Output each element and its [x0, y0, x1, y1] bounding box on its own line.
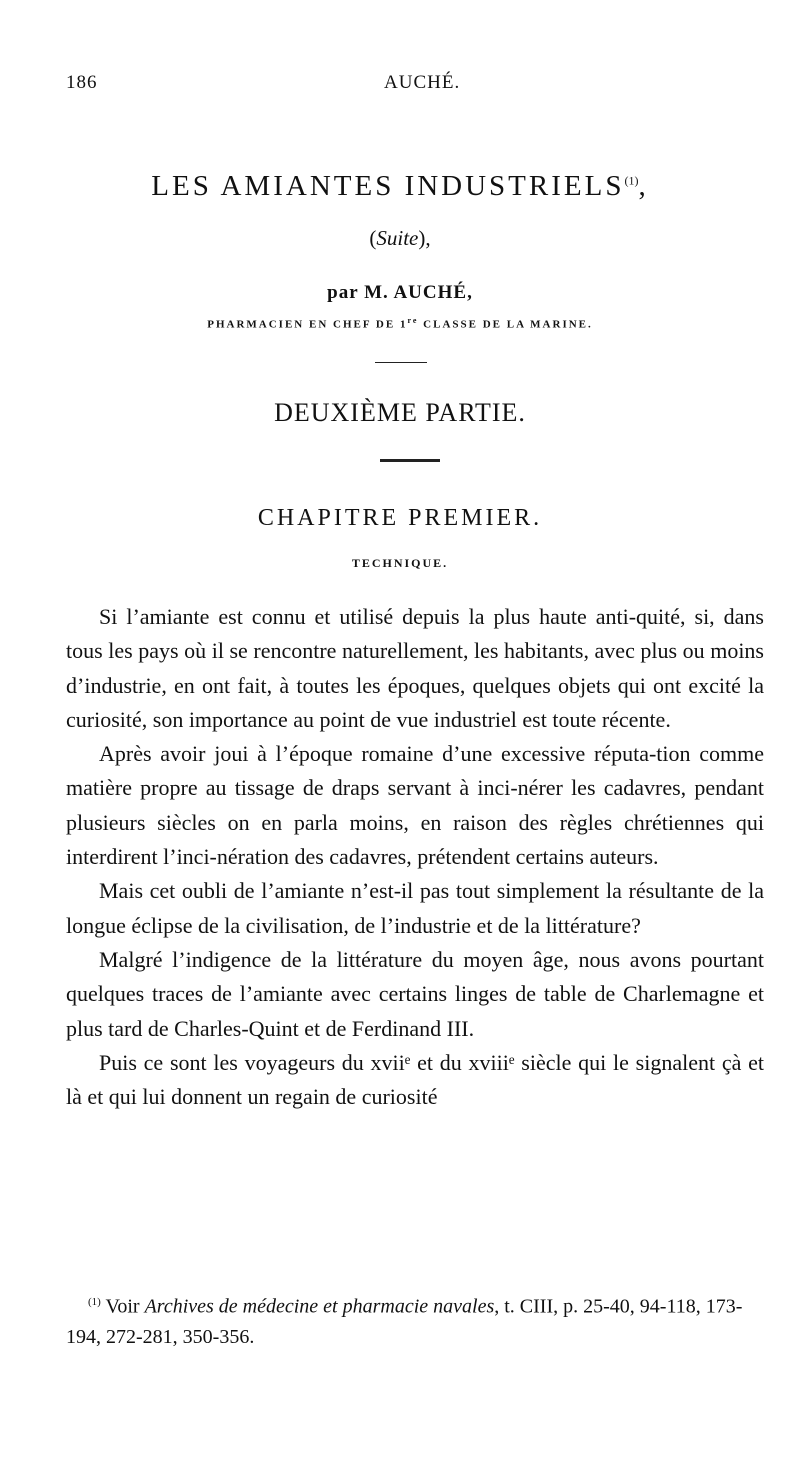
page-number: 186: [66, 72, 98, 93]
running-title: AUCHÉ.: [384, 72, 461, 93]
subtitle-close: ),: [418, 226, 431, 250]
article-title: [0, 170, 800, 203]
footnote-marker: (1): [88, 1296, 101, 1308]
subtitle-text: Suite: [376, 226, 419, 250]
footnote-source: Archives de médecine et pharmacie navales: [144, 1295, 495, 1318]
title-trailing-punct: ,: [638, 170, 649, 202]
footnote-lead: Voir: [100, 1295, 145, 1318]
separator-rule: [375, 362, 427, 363]
article-subtitle: [0, 226, 800, 251]
running-head: [66, 72, 736, 102]
part-title: DEUXIÈME PARTIE.: [274, 398, 526, 427]
article-title-text: LES AMIANTES INDUSTRIELS: [151, 170, 625, 202]
paragraph: Mais cet oubli de l’amiante n’est-il pas tout simplement la résultante de la longue éclipse de la civilisation, de l’industrie et de la littérature?: [66, 878, 764, 938]
affiliation-part2: CLASSE DE LA MARINE.: [418, 318, 593, 331]
paragraph: Puis ce sont les voyageurs du xviiᵉ et du xviiiᵉ siècle qui le signalent çà et là et qui lui donnent un regain de curiosité: [66, 1049, 764, 1110]
paragraph: Si l’amiante est connu et utilisé depuis la plus haute anti-quité, si, dans tous les pays où il se rencontre naturellement, les habitants, avec plus ou moins d’industrie, en ont fait, à toutes les époques, quelques objets qui ont excité la curiosité, son importance au point de vue industriel est toute récente.: [66, 604, 764, 732]
author-affiliation: [0, 316, 800, 331]
footnote: [66, 1287, 766, 1352]
section-title: TECHNIQUE.: [351, 556, 449, 570]
footnote-rest: , t. CIII, p. 25-40, 94-118, 173-194, 272-281, 350-356.: [66, 1295, 743, 1348]
separator-rule: [380, 459, 440, 462]
affiliation-sup: re: [407, 316, 419, 325]
chapter-title: CHAPITRE PREMIER.: [257, 505, 543, 531]
paragraph: Après avoir joui à l’époque romaine d’une excessive réputa-tion comme matière propre au tissage de draps servant à inci-nérer les cadavres, pendant plusieurs siècles on en parla moins, en raison des règles chrétiennes qui interdirent l’inci-nération des cadavres, prétendent certains auteurs.: [66, 741, 764, 870]
author-byline: par M. AUCHÉ,: [327, 282, 473, 303]
body-text: [66, 600, 764, 1114]
affiliation-part1: PHARMACIEN EN CHEF DE 1: [207, 318, 408, 331]
title-note-marker[interactable]: (1): [624, 173, 639, 188]
subtitle-open: (: [369, 226, 377, 250]
paragraph: Malgré l’indigence de la littérature du moyen âge, nous avons pourtant quelques traces de l’amiante avec certains linges de table de Charlemagne et plus tard de Charles-Quint et de Ferdinand III.: [66, 946, 764, 1041]
